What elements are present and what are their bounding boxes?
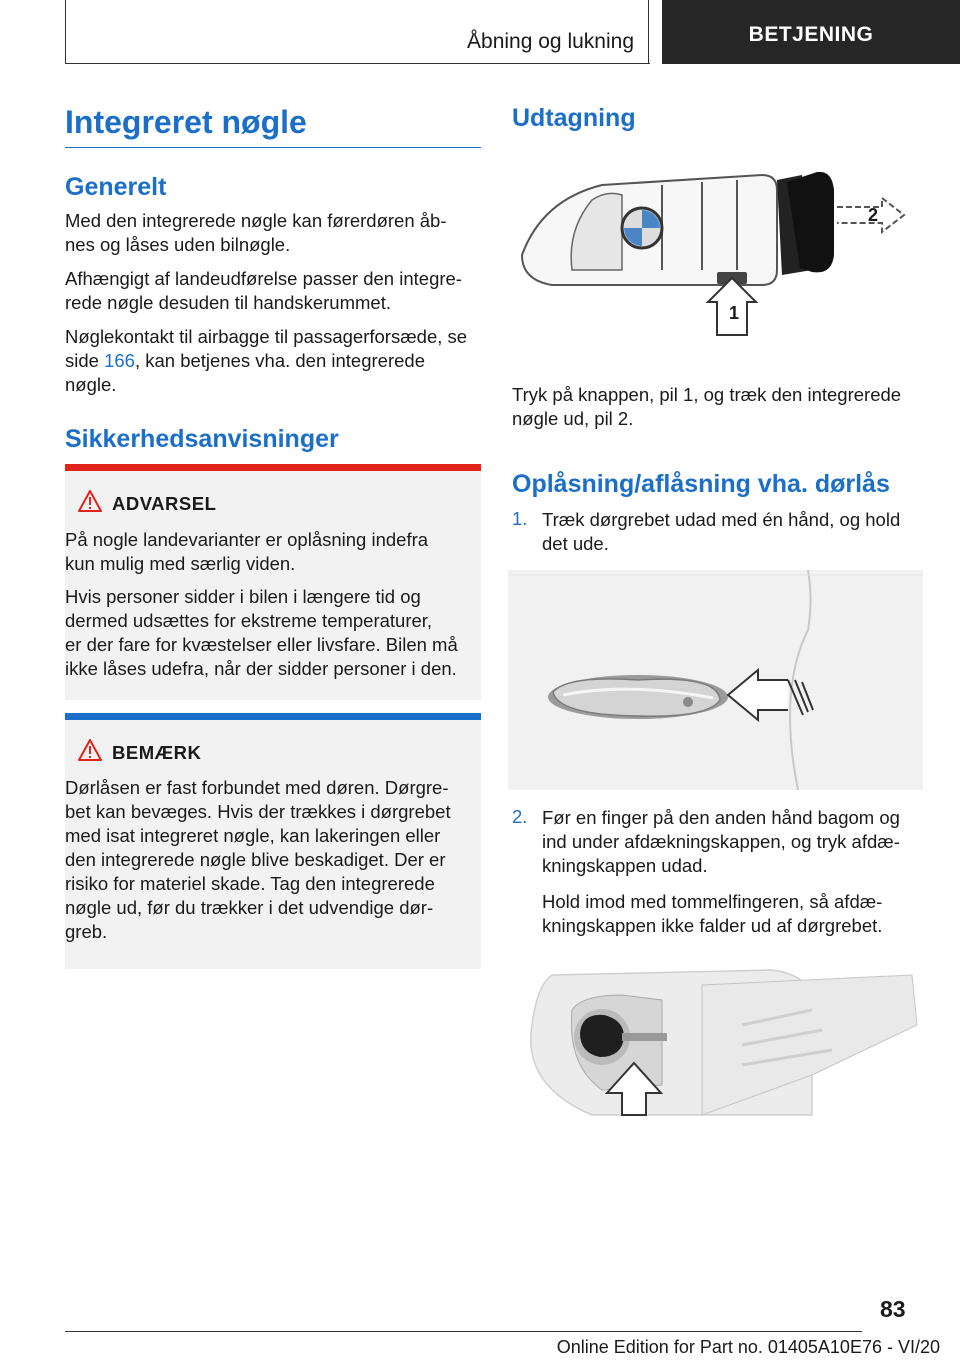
note-paragraph: Dørlåsen er fast forbundet med døren. Dørgre- bet kan bevæges. Hvis der trækkes i dørgrebet med isat integreret nøgle, kan lakeringen eller den integrerede nøgle blive beskadiget. Der er risiko for materiel skade. Tag den integrerede nøgle ud, før du trækker i det udvendige dør- greb. (65, 777, 451, 942)
note-bar (65, 713, 481, 720)
title-rule (65, 147, 481, 148)
heading-generelt: Generelt (65, 173, 167, 201)
generelt-paragraph-1: Med den integrerede nøgle kan førerdøren åb- nes og låses uden bilnøgle. (65, 210, 447, 255)
key-arrow-label-2: 2 (868, 205, 879, 225)
generelt-paragraph-3: Nøglekontakt til airbagge til passagerforsæde, se side 166, kan betjenes vha. den integrerede nøgle. (65, 326, 468, 395)
page-number: 83 (880, 1296, 906, 1322)
step-1-number: 1. (512, 508, 528, 529)
step-1-text: Træk dørgrebet udad med én hånd, og hold det ude. (542, 509, 901, 554)
header-left-rule (65, 0, 66, 64)
header-bottom-rule (65, 63, 650, 64)
warning-bar (65, 464, 481, 471)
page-title: Integreret nøgle (65, 104, 307, 140)
warning-paragraph-1: På nogle landevarianter er oplåsning indefra kun mulig med særlig viden. (65, 529, 429, 574)
udtagning-text: Tryk på knappen, pil 1, og træk den integrerede nøgle ud, pil 2. (512, 384, 902, 429)
heading-safety: Sikkerhedsanvisninger (65, 425, 339, 453)
note-title: BEMÆRK (112, 742, 202, 763)
warning-triangle-icon (78, 490, 102, 512)
page-link-166[interactable]: 166 (104, 350, 135, 371)
handle-cover-illustration (512, 965, 922, 1120)
key-illustration (512, 160, 912, 360)
generelt-paragraph-2: Afhængigt af landeudførelse passer den integre- rede nøgle desuden til handskerummet. (65, 268, 462, 313)
footer-edition: Online Edition for Part no. 01405A10E76 - VI/20 (556, 1337, 940, 1357)
heading-oplaasning: Oplåsning/aflåsning vha. dørlås (512, 470, 890, 498)
door-handle-illustration (508, 570, 923, 790)
section-tab: BETJENING (662, 0, 960, 64)
warning-title: ADVARSEL (112, 493, 217, 514)
key-arrow-label-1: 1 (729, 303, 740, 323)
step-2-text: Før en finger på den anden hånd bagom og ind under afdækningskappen, og tryk afdæ- kningskappen udad. (542, 807, 900, 876)
step-2-continuation: Hold imod med tommelfingeren, så afdæ- kningskappen ikke falder ud af dørgrebet. (542, 891, 883, 936)
footer-rule (65, 1331, 862, 1332)
header-divider (648, 0, 649, 64)
warning-paragraph-2: Hvis personer sidder i bilen i længere tid og dermed udsættes for ekstreme temperaturer, er der fare for kvæstelser eller livsfare. Bilen må ikke låses udefra, når der sidder personer i den. (65, 586, 458, 679)
chapter-title: Åbning og lukning (467, 30, 634, 53)
heading-udtagning: Udtagning (512, 104, 636, 132)
caution-triangle-icon (78, 739, 102, 761)
step-2-number: 2. (512, 806, 528, 827)
